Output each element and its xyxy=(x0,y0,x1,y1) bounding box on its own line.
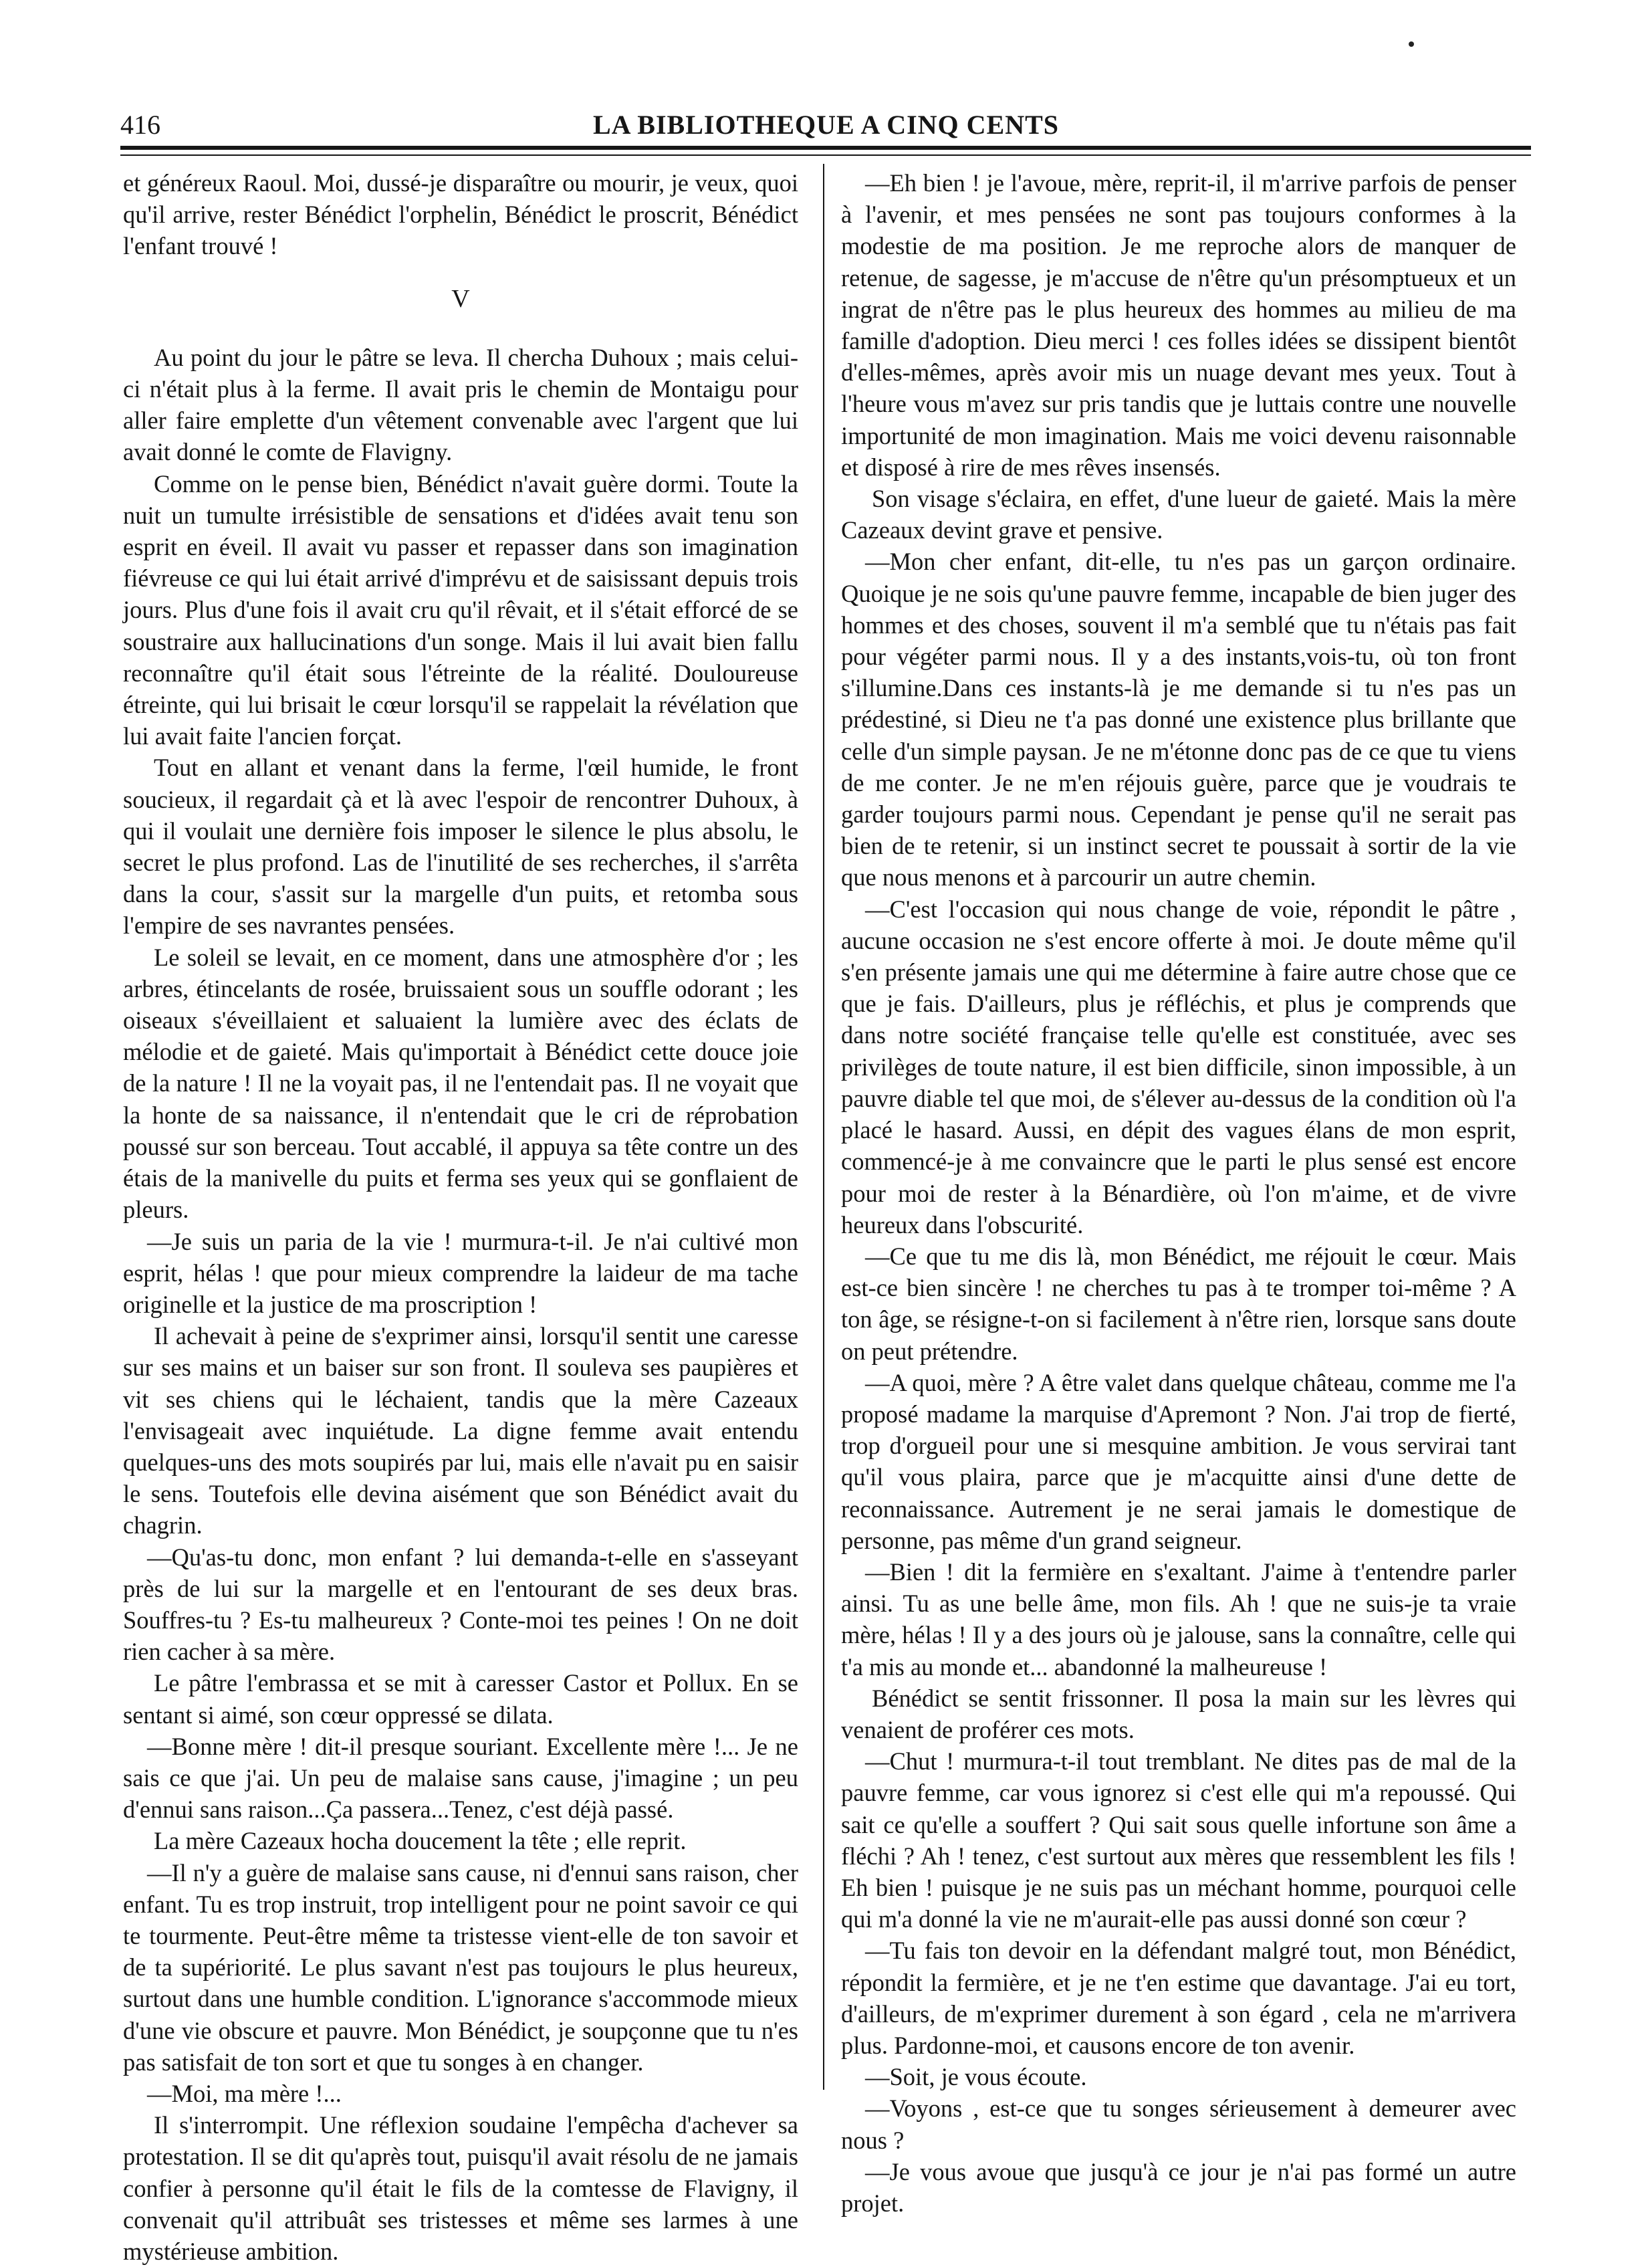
left-column xyxy=(123,167,798,2267)
paragraph: Comme on le pense bien, Bénédict n'avait guère dormi. Toute la nuit un tumulte irrésistible de sensations et d'idées avait tenu son esprit en éveil. Il avait vu passer et repasser dans son imagination fiévreuse ce qui lui était arrivé d'imprévu et de saisissant depuis trois jours. Plus d'une fois il avait cru qu'il rêvait, et il s'était efforcé de se soustraire aux hallucinations d'un songe. Mais il lui avait bien fallu reconnaître qu'il était sous l'étreinte de la réalité. Douloureuse étreinte, qui lui brisait le cœur lorsqu'il se rappelait la révélation que lui avait faite l'ancien forçat. xyxy=(123,469,798,750)
paragraph: —Tu fais ton devoir en la défendant malgré tout, mon Bénédict, répondit la fermière, et je ne t'en estime que davantage. J'ai eu tort, d'ailleurs, de m'exprimer durement à son égard , cela ne m'arrivera plus. Pardonne-moi, et causons encore de ton avenir. xyxy=(841,1937,1516,2059)
right-column xyxy=(841,167,1516,2219)
running-title: LA BIBLIOTHEQUE A CINQ CENTS xyxy=(592,110,1060,140)
paragraph: —Voyons , est-ce que tu songes sérieusement à demeurer avec nous ? xyxy=(841,2094,1516,2154)
paragraph: Il achevait à peine de s'exprimer ainsi, lorsqu'il sentit une caresse sur ses mains et un baiser sur son front. Il souleva ses paupières et vit ses chiens qui le léchaient, tandis que la mère Cazeaux l'envisageait avec inquiétude. La digne femme avait entendu quelques-uns des mots soupirés par lui, mais elle n'avait pu en saisir le sens. Toutefois elle devina aisément que son Bénédict avait du chagrin. xyxy=(123,1322,798,1539)
paragraph: Le pâtre l'embrassa et se mit à caresser Castor et Pollux. En se sentant si aimé, son cœur oppressé se dilata. xyxy=(123,1669,798,1729)
ink-speck xyxy=(1409,41,1414,47)
paragraph: —Soit, je vous écoute. xyxy=(865,2063,1087,2091)
header-rule-thick xyxy=(120,146,1531,150)
paragraph: Il s'interrompit. Une réflexion soudaine l'empêcha d'achever sa protestation. Il se dit qu'après tout, puisqu'il avait résolu de ne jamais confier à personne qu'il était le fils de la comtesse de Flavigny, il convenait qu'il attribuât ses tristesses et même ses larmes à une mystérieuse ambition. xyxy=(123,2111,798,2265)
paragraph: —Chut ! murmura-t-il tout tremblant. Ne dites pas de mal de la pauvre femme, car vous ignorez si c'est elle qui m'a repoussé. Qui sait ce qu'elle a souffert ? Qui sait sous quelle infortune son âme a fléchi ? Ah ! tenez, c'est surtout aux mères que ressemblent les fils ! Eh bien ! puisque je ne suis pas un méchant homme, pourquoi celle qui m'a donné la vie ne m'aurait-elle pas aussi donné son cœur ? xyxy=(841,1747,1516,1933)
column-divider xyxy=(823,164,824,2090)
paragraph: Son visage s'éclaira, en effet, d'une lueur de gaieté. Mais la mère Cazeaux devint grave et pensive. xyxy=(841,485,1516,544)
paragraph: —Bonne mère ! dit-il presque souriant. Excellente mère !... Je ne sais ce que j'ai. Un peu de malaise sans cause, j'imagine ; un peu d'ennui sans raison...Ça passera...Tenez, c'est déjà passé. xyxy=(123,1732,798,1824)
paragraph: —Je vous avoue que jusqu'à ce jour je n'ai pas formé un autre projet. xyxy=(841,2157,1516,2217)
paragraph: —Ce que tu me dis là, mon Bénédict, me réjouit le cœur. Mais est-ce bien sincère ! ne cherches tu pas à te tromper toi-même ? A ton âge, se résigne-t-on si facilement à n'être rien, lorsque sans doute on peut prétendre. xyxy=(841,1242,1516,1365)
paragraph: —A quoi, mère ? A être valet dans quelque château, comme me l'a proposé madame la marquise d'Apremont ? Non. J'ai trop de fierté, trop d'orgueil pour une si mesquine ambition. Je vous servirai tant qu'il vous plaira, parce que je m'acquitte ainsi d'une dette de reconnaissance. Autrement je ne serai jamais le domestique de personne, pas même d'un grand seigneur. xyxy=(841,1368,1516,1554)
paragraph: et généreux Raoul. Moi, dussé-je disparaître ou mourir, je veux, quoi qu'il arrive, rester Bénédict l'orphelin, Bénédict le proscrit, Bénédict l'enfant trouvé ! xyxy=(123,169,798,260)
paragraph: Tout en allant et venant dans la ferme, l'œil humide, le front soucieux, il regardait çà et là avec l'espoir de rencontrer Duhoux, à qui il voulait une dernière fois imposer le silence le plus absolu, le secret le plus profond. Las de l'inutilité de ses recherches, il s'arrêta dans la cour, s'assit sur la margelle d'un puits, et retomba sous l'empire de ses navrantes pensées. xyxy=(123,754,798,940)
paragraph: —Mon cher enfant, dit-elle, tu n'es pas un garçon ordinaire. Quoique je ne sois qu'une pauvre femme, incapable de bien juger des hommes et des choses, souvent il m'a semblé que tu n'étais pas fait pour végéter parmi nous. Il y a des instants,vois-tu, où ton front s'illumine.Dans ces instants-là je me demande si tu n'es pas un prédestiné, si Dieu ne t'a pas donné une existence plus brillante que celle d'un simple paysan. Je ne m'étonne donc pas de ce que tu viens de me conter. Je ne m'en réjouis guère, parce que je voudrais te garder toujours parmi nous. Cependant je pense qu'il ne serait pas bien de te retenir, si un instinct secret te poussait à sortir de la vie que nous menons et à parcourir un autre chemin. xyxy=(841,548,1516,891)
paragraph: —Bien ! dit la fermière en s'exaltant. J'aime à t'entendre parler ainsi. Tu as une belle âme, mon fils. Ah ! que ne suis-je ta vraie mère, hélas ! Il y a des jours où je jalouse, sans la connaître, celle qui t'a mis au monde et... abandonné la malheureuse ! xyxy=(841,1557,1516,1681)
paragraph: Le soleil se levait, en ce moment, dans une atmosphère d'or ; les arbres, étincelants de rosée, bruissaient sous un souffle odorant ; les oiseaux s'éveillaient et saluaient la lumière avec des éclats de mélodie et de gaieté. Mais qu'importait à Bénédict cette douce joie de la nature ! Il ne la voyait pas, il ne l'entendait pas. Il ne voyait que la honte de sa naissance, il n'entendait que le cri de réprobation poussé sur son berceau. Tout accablé, il appuya sa tête contre un des étais de la manivelle du puits et ferma ses yeux qui se gonflaient de pleurs. xyxy=(123,943,798,1224)
paragraph: La mère Cazeaux hocha doucement la tête ; elle reprit. xyxy=(154,1827,687,1855)
paragraph: —Eh bien ! je l'avoue, mère, reprit-il, il m'arrive parfois de penser à l'avenir, et mes pensées ne sont pas toujours conformes à la modestie de ma position. Je me reproche alors de manquer de retenue, de sagesse, je m'accuse de n'être qu'un présomptueux et un ingrat de n'être pas le plus heureux des hommes au milieu de ma famille d'adoption. Dieu merci ! ces folles idées se dissipent bientôt d'elles-mêmes, après avoir mis un nuage devant mes yeux. Tout à l'heure vous m'avez sur pris tandis que je luttais contre une nouvelle importunité de mon imagination. Mais me voici devenu raisonnable et disposé à rire de mes rêves insensés. xyxy=(841,169,1516,481)
page-number: 416 xyxy=(120,110,160,140)
header-rule-thin xyxy=(120,154,1531,156)
paragraph: —Moi, ma mère !... xyxy=(147,2079,342,2107)
paragraph: —Il n'y a guère de malaise sans cause, ni d'ennui sans raison, cher enfant. Tu es trop instruit, trop intelligent pour ne point savoir ce qui te tourmente. Peut-être même ta tristesse vient-elle de ton savoir et de ta supériorité. Le plus savant n'est pas toujours le plus heureux, surtout dans une humble condition. L'ignorance s'accommode mieux d'une vie obscure et pauvre. Mon Bénédict, je soupçonne que tu n'es pas satisfait de ton sort et que tu songes à en changer. xyxy=(123,1858,798,2076)
paragraph: —Qu'as-tu donc, mon enfant ? lui demanda-t-elle en s'asseyant près de lui sur la margelle et en l'entourant de ses deux bras. Souffres-tu ? Es-tu malheureux ? Conte-moi tes peines ! On ne doit rien cacher à sa mère. xyxy=(123,1543,798,1666)
paragraph: Au point du jour le pâtre se leva. Il chercha Duhoux ; mais celui-ci n'était plus à la ferme. Il avait pris le chemin de Montaigu pour aller faire emplette d'un vêtement convenable avec l'argent que lui avait donné le comte de Flavigny. xyxy=(123,343,798,466)
section-heading: V xyxy=(451,284,470,313)
paragraph: —C'est l'occasion qui nous change de voie, répondit le pâtre , aucune occasion ne s'est encore offerte à moi. Je doute même qu'il s'en présente jamais une qui me détermine à faire autre chose que ce que je fais. D'ailleurs, plus je réfléchis, et plus je comprends que dans notre société française telle qu'elle est constituée, avec ses privilèges de toute nature, il est bien difficile, sinon impossible, à un pauvre diable tel que moi, de s'élever au-dessus de la condition où l'a placé le hasard. Aussi, en dépit des vagues élans de mon esprit, commencé-je à me convaincre que le parti le plus sensé est encore pour moi de rester à la Bénardière, où l'on m'aime, et de vivre heureux dans l'obscurité. xyxy=(841,895,1516,1238)
paragraph: —Je suis un paria de la vie ! murmura-t-il. Je n'ai cultivé mon esprit, hélas ! que pour mieux comprendre la laideur de ma tache originelle et la justice de ma proscription ! xyxy=(123,1227,798,1318)
paragraph: Bénédict se sentit frissonner. Il posa la main sur les lèvres qui venaient de proférer ces mots. xyxy=(841,1684,1516,1743)
